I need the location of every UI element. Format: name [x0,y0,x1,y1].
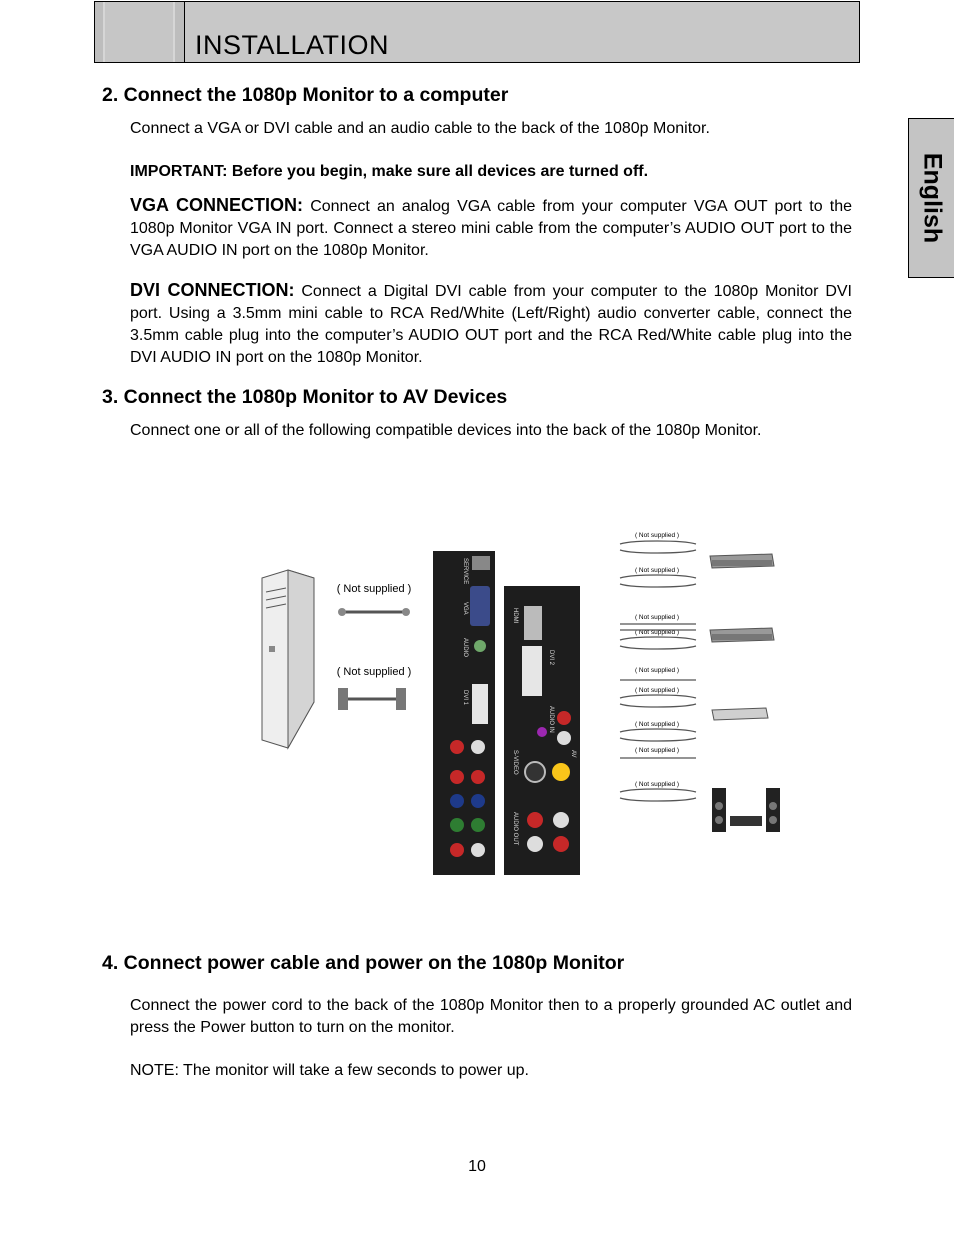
connection-diagram [252,520,792,885]
panel-label-dvi-2: DVI 2 [548,650,554,666]
language-tab [908,118,954,278]
vga-cable-label: ( Not supplied ) [336,583,412,595]
av-cable-label: ( Not supplied ) [634,781,680,788]
section-2-heading: 2. Connect the 1080p Monitor to a computer [102,84,509,106]
computer-tower-illustration [262,570,314,748]
vga-connection-label: VGA CONNECTION: [130,195,304,215]
panel-label-dvi-1: DVI 1 [462,690,468,706]
dvi-connection-label: DVI CONNECTION: [130,280,295,300]
panel-label-service: SERVICE [462,558,468,585]
audio-system-illustration [712,788,780,832]
av-cable-label: ( Not supplied ) [634,747,680,754]
monitor-rear-panel-left [433,551,495,875]
panel-label-audio: AUDIO [462,638,468,658]
section-4-heading: 4. Connect power cable and power on the 1080p Monitor [102,952,625,974]
section-3-heading: 3. Connect the 1080p Monitor to AV Devices [102,386,508,408]
av-cable-label: ( Not supplied ) [634,532,680,539]
important-note: IMPORTANT: Before you begin, make sure all devices are turned off. [130,163,649,180]
header-decor-box [95,2,185,62]
dvi-cable-label: ( Not supplied ) [336,666,412,678]
av-cable-label: ( Not supplied ) [634,667,680,674]
vcr-illustration [710,628,774,642]
power-up-note: NOTE: The monitor will take a few seconds to power up. [130,1062,529,1079]
vga-cable-illustration [338,608,410,616]
set-top-box-illustration [712,708,768,720]
panel-label-audio-out: AUDIO OUT [512,812,518,846]
vga-connection-paragraph [130,194,852,262]
dvi-connection-paragraph [130,279,852,369]
panel-label-s-video: S-VIDEO [512,750,518,775]
panel-label-vga: VGA [462,602,468,615]
av-cable-label: ( Not supplied ) [634,687,680,694]
dvi-cable-illustration [338,688,406,710]
av-cable-label: ( Not supplied ) [634,629,680,636]
panel-label-av: AV [570,750,576,758]
language-tab-label: English [918,152,946,244]
av-cable-label: ( Not supplied ) [634,614,680,621]
vga-connection-text: Connect an analog VGA cable from your computer VGA OUT port to the 1080p Monitor VGA IN port. Connect a stereo mini cable from the computer’s AUDIO OUT port to the VGA AUDIO IN port on the 1080p Monitor. [130,198,852,259]
section-4-text: Connect the power cord to the back of the 1080p Monitor then to a properly grounded AC outlet and press the Power button to turn on the monitor. [130,997,852,1036]
monitor-rear-panel-right [504,586,580,875]
av-cable-label: ( Not supplied ) [634,567,680,574]
dvd-player-illustration [710,554,774,568]
page-number: 10 [468,1158,486,1175]
section-2-intro: Connect a VGA or DVI cable and an audio cable to the back of the 1080p Monitor. [130,120,710,137]
section-3-intro: Connect one or all of the following compatible devices into the back of the 1080p Monitor. [130,422,762,439]
page-title: INSTALLATION [195,30,390,60]
panel-label-audio-in: AUDIO IN [548,706,554,733]
page-header [94,1,860,63]
panel-label-hdmi: HDMI [512,608,518,624]
av-cable-labels [635,532,679,788]
dvi-connection-text: Connect a Digital DVI cable from your computer to the 1080p Monitor DVI port. Using a 3.5mm mini cable to RCA Red/White (Left/Right) audio converter cable, connect the 3.5mm cable plug into the computer’s AUDIO OUT port and the RCA Red/White cable plug into the DVI AUDIO IN port on the 1080p Monitor. [130,283,853,366]
av-cable-label: ( Not supplied ) [634,721,680,728]
